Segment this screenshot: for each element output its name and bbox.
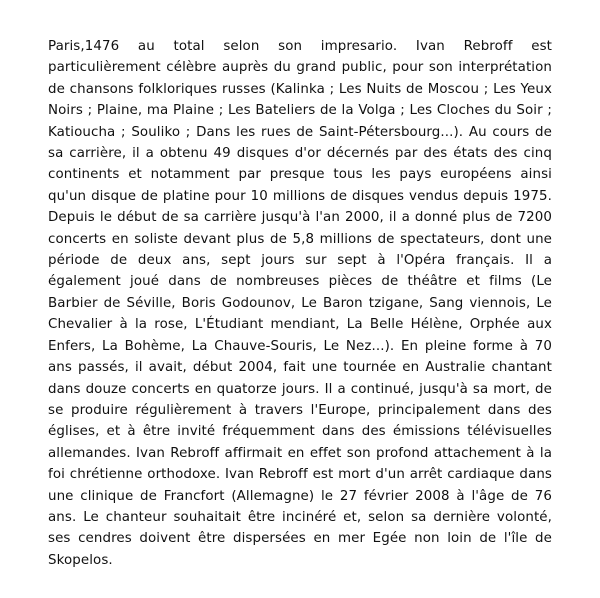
document-body-text	[48, 36, 552, 571]
body-paragraph: Paris,1476 au total selon son impresario. Ivan Rebroff est particulièrement célèbre auprès du grand public, pour son interprétation de chansons folkloriques russes (Kalinka ; Les Nuits de Moscou ; Les Yeux Noirs ; Plaine, ma Plaine ; Les Bateliers de la Volga ; Les Cloches du Soir ; Katioucha ; Souliko ; Dans les rues de Saint-Pétersbourg...). Au cours de sa carrière, il a obtenu 49 disques d'or décernés par des états des cinq continents et notamment par presque tous les pays européens ainsi qu'un disque de platine pour 10 millions de disques vendus depuis 1975. Depuis le début de sa carrière jusqu'à l'an 2000, il a donné plus de 7200 concerts en soliste devant plus de 5,8 millions de spectateurs, dont une période de deux ans, sept jours sur sept à l'Opéra français. Il a également joué dans de nombreuses pièces de théâtre et films (Le Barbier de Séville, Boris Godounov, Le Baron tzigane, Sang viennois, Le Chevalier à la rose, L'Étudiant mendiant, La Belle Hélène, Orphée aux Enfers, La Bohème, La Chauve-Souris, Le Nez...). En pleine forme à 70 ans passés, il avait, début 2004, fait une tournée en Australie chantant dans douze concerts en quatorze jours. Il a continué, jusqu'à sa mort, de se produire régulièrement à travers l'Europe, principalement dans des églises, et à être invité fréquemment dans des émissions télévisuelles allemandes. Ivan Rebroff affirmait en effet son profond attachement à la foi chrétienne orthodoxe. Ivan Rebroff est mort d'un arrêt cardiaque dans une clinique de Francfort (Allemagne) le 27 février 2008 à l'âge de 76 ans. Le chanteur souhaitait être incinéré et, selon sa dernière volonté, ses cendres doivent être dispersées en mer Egée non loin de l'île de Skopelos.	[48, 39, 552, 568]
